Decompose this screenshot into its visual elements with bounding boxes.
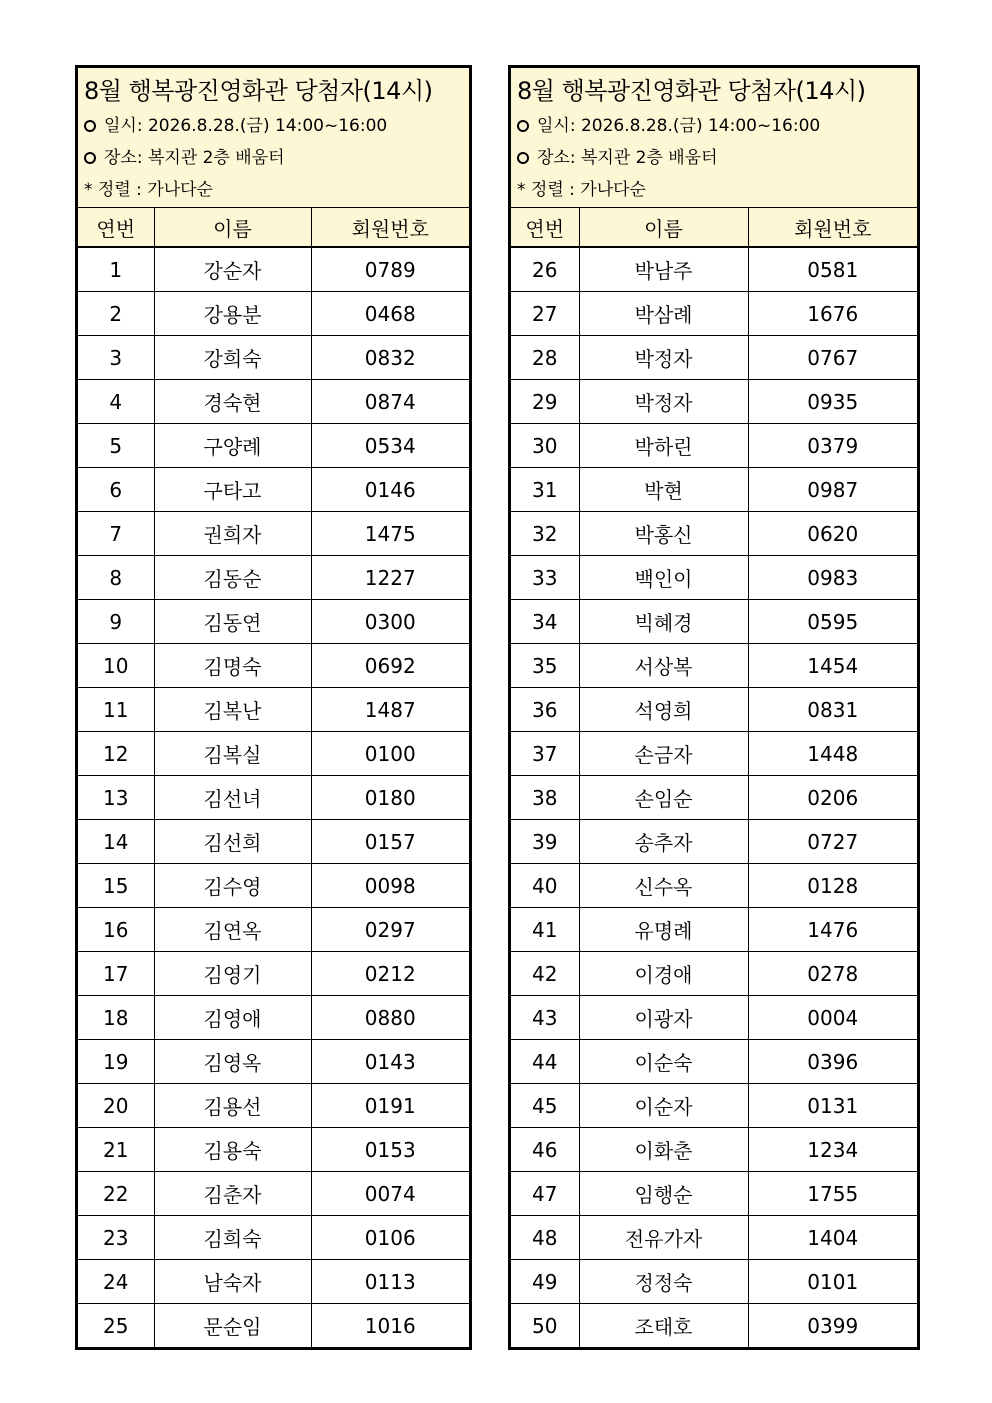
- cell-name: 구타고: [154, 468, 311, 512]
- table-row: [78, 996, 469, 1040]
- cell-name: 강용분: [154, 292, 311, 336]
- cell-member-id: 0874: [311, 380, 469, 424]
- cell-number: 41: [511, 908, 579, 952]
- table-row: [78, 1260, 469, 1304]
- cell-name: 박하린: [579, 424, 748, 468]
- cell-name: 손금자: [579, 732, 748, 776]
- place-line: [517, 142, 911, 174]
- cell-member-id: 0831: [748, 688, 917, 732]
- cell-number: 6: [78, 468, 154, 512]
- cell-number: 10: [78, 644, 154, 688]
- cell-number: 39: [511, 820, 579, 864]
- cell-number: 17: [78, 952, 154, 996]
- column-header-member-id: 회원번호: [311, 208, 469, 247]
- table-row: [511, 424, 917, 468]
- cell-number: 27: [511, 292, 579, 336]
- cell-member-id: 0131: [748, 1084, 917, 1128]
- table-row: [511, 1128, 917, 1172]
- cell-number: 44: [511, 1040, 579, 1084]
- table-row: [511, 952, 917, 996]
- panel-header: [78, 68, 469, 208]
- cell-name: 정정숙: [579, 1260, 748, 1304]
- cell-number: 45: [511, 1084, 579, 1128]
- cell-member-id: 1448: [748, 732, 917, 776]
- table-row: [78, 292, 469, 336]
- cell-number: 13: [78, 776, 154, 820]
- hollow-circle-icon: [84, 120, 96, 132]
- table-row: [511, 336, 917, 380]
- cell-name: 박남주: [579, 247, 748, 292]
- cell-member-id: 1475: [311, 512, 469, 556]
- cell-number: 24: [78, 1260, 154, 1304]
- cell-number: 34: [511, 600, 579, 644]
- cell-number: 19: [78, 1040, 154, 1084]
- cell-member-id: 0143: [311, 1040, 469, 1084]
- cell-name: 박정자: [579, 380, 748, 424]
- cell-member-id: 0300: [311, 600, 469, 644]
- date-line: [84, 110, 463, 142]
- cell-member-id: 0534: [311, 424, 469, 468]
- cell-name: 이순자: [579, 1084, 748, 1128]
- cell-name: 박현: [579, 468, 748, 512]
- cell-name: 문순임: [154, 1304, 311, 1348]
- cell-member-id: 0146: [311, 468, 469, 512]
- cell-member-id: 0396: [748, 1040, 917, 1084]
- table-row: [78, 1128, 469, 1172]
- winners-panel-left: [75, 65, 472, 1350]
- cell-number: 2: [78, 292, 154, 336]
- cell-name: 강희숙: [154, 336, 311, 380]
- table-row: [78, 1304, 469, 1348]
- cell-number: 9: [78, 600, 154, 644]
- cell-member-id: 0987: [748, 468, 917, 512]
- cell-member-id: 1454: [748, 644, 917, 688]
- cell-member-id: 0468: [311, 292, 469, 336]
- panel-title: 8월 행복광진영화관 당첨자(14시): [84, 77, 433, 105]
- cell-number: 18: [78, 996, 154, 1040]
- cell-number: 14: [78, 820, 154, 864]
- cell-number: 32: [511, 512, 579, 556]
- table-row: [78, 1172, 469, 1216]
- cell-member-id: 0206: [748, 776, 917, 820]
- cell-number: 5: [78, 424, 154, 468]
- cell-name: 경숙현: [154, 380, 311, 424]
- winners-table: [511, 208, 917, 1347]
- cell-number: 26: [511, 247, 579, 292]
- cell-member-id: 0098: [311, 864, 469, 908]
- cell-number: 28: [511, 336, 579, 380]
- cell-member-id: 1676: [748, 292, 917, 336]
- cell-number: 35: [511, 644, 579, 688]
- cell-number: 20: [78, 1084, 154, 1128]
- cell-number: 37: [511, 732, 579, 776]
- cell-name: 송추자: [579, 820, 748, 864]
- cell-number: 22: [78, 1172, 154, 1216]
- cell-name: 백인이: [579, 556, 748, 600]
- cell-member-id: 0100: [311, 732, 469, 776]
- table-row: [511, 1216, 917, 1260]
- table-row: [511, 688, 917, 732]
- cell-number: 40: [511, 864, 579, 908]
- cell-number: 29: [511, 380, 579, 424]
- table-row: [511, 380, 917, 424]
- cell-number: 15: [78, 864, 154, 908]
- cell-name: 박홍신: [579, 512, 748, 556]
- cell-name: 조태호: [579, 1304, 748, 1348]
- place-text: 장소: 복지관 2층 배움터: [104, 148, 285, 168]
- cell-member-id: 0620: [748, 512, 917, 556]
- table-row: [78, 952, 469, 996]
- table-row: [78, 820, 469, 864]
- column-header-name: 이름: [579, 208, 748, 247]
- cell-name: 김명숙: [154, 644, 311, 688]
- column-header-name: 이름: [154, 208, 311, 247]
- cell-member-id: 0153: [311, 1128, 469, 1172]
- date-text: 일시: 2026.8.28.(금) 14:00~16:00: [104, 116, 388, 136]
- cell-number: 16: [78, 908, 154, 952]
- cell-name: 남숙자: [154, 1260, 311, 1304]
- cell-name: 빅혜경: [579, 600, 748, 644]
- cell-name: 김선희: [154, 820, 311, 864]
- table-row: [511, 556, 917, 600]
- table-row: [78, 864, 469, 908]
- cell-name: 박정자: [579, 336, 748, 380]
- table-row: [78, 556, 469, 600]
- panel-title: 8월 행복광진영화관 당첨자(14시): [517, 77, 866, 105]
- cell-name: 김복난: [154, 688, 311, 732]
- cell-number: 3: [78, 336, 154, 380]
- cell-number: 23: [78, 1216, 154, 1260]
- cell-name: 김선녀: [154, 776, 311, 820]
- cell-number: 8: [78, 556, 154, 600]
- cell-member-id: 0727: [748, 820, 917, 864]
- cell-member-id: 0128: [748, 864, 917, 908]
- cell-number: 11: [78, 688, 154, 732]
- table-row: [78, 380, 469, 424]
- table-row: [511, 468, 917, 512]
- cell-member-id: 1755: [748, 1172, 917, 1216]
- table-row: [511, 1260, 917, 1304]
- cell-number: 30: [511, 424, 579, 468]
- column-header-number: 연번: [511, 208, 579, 247]
- sort-line: * 정렬 : 가나다순: [517, 180, 646, 200]
- cell-name: 김복실: [154, 732, 311, 776]
- cell-member-id: 0101: [748, 1260, 917, 1304]
- table-body: [78, 247, 469, 1347]
- cell-name: 임행순: [579, 1172, 748, 1216]
- table-body: [511, 247, 917, 1347]
- table-row: [78, 1216, 469, 1260]
- panel-header: [511, 68, 917, 208]
- cell-name: 김용숙: [154, 1128, 311, 1172]
- cell-name: 김영애: [154, 996, 311, 1040]
- cell-name: 이광자: [579, 996, 748, 1040]
- cell-member-id: 0767: [748, 336, 917, 380]
- cell-name: 김수영: [154, 864, 311, 908]
- cell-name: 유명례: [579, 908, 748, 952]
- cell-number: 25: [78, 1304, 154, 1348]
- winners-table: [78, 208, 469, 1347]
- table-row: [511, 776, 917, 820]
- cell-name: 이순숙: [579, 1040, 748, 1084]
- cell-name: 이화춘: [579, 1128, 748, 1172]
- table-header-row: [78, 208, 469, 247]
- table-row: [511, 820, 917, 864]
- cell-number: 7: [78, 512, 154, 556]
- cell-member-id: 0113: [311, 1260, 469, 1304]
- cell-name: 신수옥: [579, 864, 748, 908]
- table-row: [78, 732, 469, 776]
- cell-name: 전유가자: [579, 1216, 748, 1260]
- table-row: [78, 600, 469, 644]
- table-row: [511, 908, 917, 952]
- cell-name: 김영기: [154, 952, 311, 996]
- cell-number: 49: [511, 1260, 579, 1304]
- cell-member-id: 1404: [748, 1216, 917, 1260]
- cell-name: 김영옥: [154, 1040, 311, 1084]
- table-row: [511, 644, 917, 688]
- place-line: [84, 142, 463, 174]
- cell-number: 33: [511, 556, 579, 600]
- table-row: [511, 1172, 917, 1216]
- cell-member-id: 0157: [311, 820, 469, 864]
- table-row: [78, 644, 469, 688]
- table-row: [78, 908, 469, 952]
- date-line: [517, 110, 911, 142]
- cell-name: 김동연: [154, 600, 311, 644]
- hollow-circle-icon: [517, 152, 529, 164]
- cell-member-id: 0278: [748, 952, 917, 996]
- table-row: [78, 688, 469, 732]
- cell-number: 12: [78, 732, 154, 776]
- cell-name: 김희숙: [154, 1216, 311, 1260]
- cell-member-id: 0212: [311, 952, 469, 996]
- cell-number: 31: [511, 468, 579, 512]
- cell-name: 구양례: [154, 424, 311, 468]
- cell-member-id: 0074: [311, 1172, 469, 1216]
- cell-number: 50: [511, 1304, 579, 1348]
- cell-member-id: 1234: [748, 1128, 917, 1172]
- table-row: [511, 600, 917, 644]
- cell-member-id: 0581: [748, 247, 917, 292]
- cell-name: 서상복: [579, 644, 748, 688]
- cell-name: 김용선: [154, 1084, 311, 1128]
- cell-number: 21: [78, 1128, 154, 1172]
- sort-line: * 정렬 : 가나다순: [84, 180, 213, 200]
- cell-number: 38: [511, 776, 579, 820]
- table-row: [511, 1304, 917, 1348]
- cell-member-id: 0399: [748, 1304, 917, 1348]
- cell-name: 김춘자: [154, 1172, 311, 1216]
- cell-member-id: 0832: [311, 336, 469, 380]
- table-row: [78, 1040, 469, 1084]
- cell-number: 48: [511, 1216, 579, 1260]
- table-row: [78, 424, 469, 468]
- cell-name: 이경애: [579, 952, 748, 996]
- cell-member-id: 1476: [748, 908, 917, 952]
- cell-number: 42: [511, 952, 579, 996]
- cell-number: 43: [511, 996, 579, 1040]
- cell-member-id: 0692: [311, 644, 469, 688]
- cell-member-id: 0789: [311, 247, 469, 292]
- cell-number: 47: [511, 1172, 579, 1216]
- table-row: [511, 1040, 917, 1084]
- cell-name: 석영희: [579, 688, 748, 732]
- table-row: [78, 776, 469, 820]
- table-row: [511, 247, 917, 292]
- cell-member-id: 0106: [311, 1216, 469, 1260]
- table-row: [511, 996, 917, 1040]
- cell-name: 박삼례: [579, 292, 748, 336]
- cell-member-id: 0983: [748, 556, 917, 600]
- table-row: [78, 247, 469, 292]
- cell-number: 4: [78, 380, 154, 424]
- place-text: 장소: 복지관 2층 배움터: [537, 148, 718, 168]
- table-row: [78, 468, 469, 512]
- cell-member-id: 1487: [311, 688, 469, 732]
- table-row: [511, 864, 917, 908]
- winners-panel-right: [508, 65, 920, 1350]
- table-row: [78, 336, 469, 380]
- cell-member-id: 0191: [311, 1084, 469, 1128]
- cell-name: 손임순: [579, 776, 748, 820]
- table-row: [511, 732, 917, 776]
- table-row: [78, 1084, 469, 1128]
- cell-name: 김동순: [154, 556, 311, 600]
- cell-member-id: 0180: [311, 776, 469, 820]
- table-row: [78, 512, 469, 556]
- cell-name: 권희자: [154, 512, 311, 556]
- cell-member-id: 1227: [311, 556, 469, 600]
- table-row: [511, 1084, 917, 1128]
- cell-member-id: 0595: [748, 600, 917, 644]
- cell-number: 36: [511, 688, 579, 732]
- cell-name: 김연옥: [154, 908, 311, 952]
- cell-member-id: 1016: [311, 1304, 469, 1348]
- column-header-member-id: 회원번호: [748, 208, 917, 247]
- cell-number: 1: [78, 247, 154, 292]
- table-row: [511, 292, 917, 336]
- cell-member-id: 0880: [311, 996, 469, 1040]
- column-header-number: 연번: [78, 208, 154, 247]
- cell-name: 강순자: [154, 247, 311, 292]
- hollow-circle-icon: [84, 152, 96, 164]
- cell-member-id: 0935: [748, 380, 917, 424]
- cell-member-id: 0004: [748, 996, 917, 1040]
- table-header-row: [511, 208, 917, 247]
- table-row: [511, 512, 917, 556]
- cell-member-id: 0297: [311, 908, 469, 952]
- hollow-circle-icon: [517, 120, 529, 132]
- cell-member-id: 0379: [748, 424, 917, 468]
- date-text: 일시: 2026.8.28.(금) 14:00~16:00: [537, 116, 821, 136]
- cell-number: 46: [511, 1128, 579, 1172]
